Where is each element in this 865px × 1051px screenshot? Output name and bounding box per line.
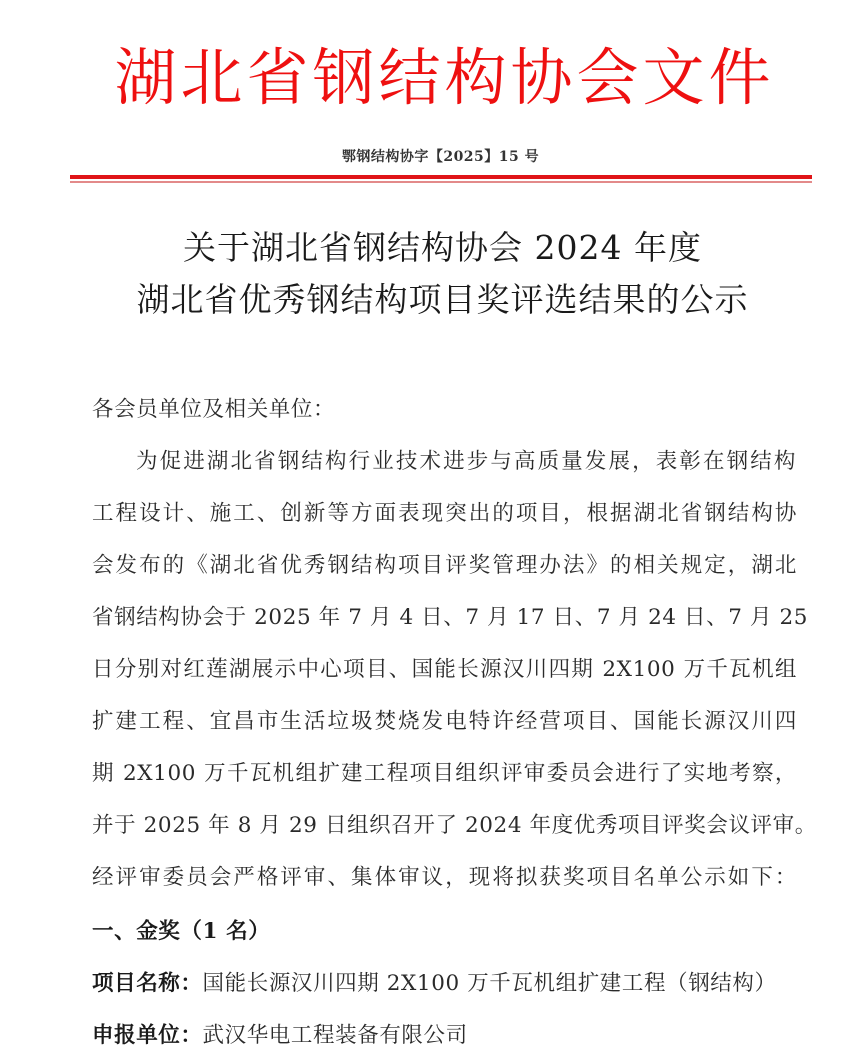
red-header-rule-thick	[70, 175, 812, 179]
applicant-unit-value: 武汉华电工程装备有限公司	[202, 1023, 468, 1048]
masthead-title: 湖北省钢结构协会文件	[114, 41, 775, 114]
red-header-rule-thin	[70, 181, 812, 183]
paragraph-line: 为促进湖北省钢结构行业技术进步与高质量发展，表彰在钢结构	[136, 449, 796, 474]
gold-award-heading: 一、金奖（1 名）	[92, 919, 271, 944]
salutation: 各会员单位及相关单位：	[92, 397, 336, 422]
paragraph-line: 扩建工程、宜昌市生活垃圾焚烧发电特许经营项目、国能长源汉川四	[92, 709, 797, 734]
project-name-label: 项目名称：	[92, 971, 203, 996]
paragraph-line: 工程设计、施工、创新等方面表现突出的项目，根据湖北省钢结构协	[92, 501, 797, 526]
document-number: 鄂钢结构协字【2025】15 号	[341, 149, 540, 165]
paragraph-line: 日分别对红莲湖展示中心项目、国能长源汉川四期 2X100 万千瓦机组	[92, 657, 797, 682]
gold-award-project-row	[92, 969, 797, 999]
gold-award-unit-row	[92, 1021, 797, 1051]
paragraph-line: 并于 2025 年 8 月 29 日组织召开了 2024 年度优秀项目评奖会议评审。	[92, 813, 817, 838]
project-name-value: 国能长源汉川四期 2X100 万千瓦机组扩建工程（钢结构）	[202, 971, 777, 996]
paragraph-line: 期 2X100 万千瓦机组扩建工程项目组织评审委员会进行了实地考察，	[92, 761, 797, 786]
notice-title-line-1: 关于湖北省钢结构协会 2024 年度	[183, 228, 702, 267]
paragraph-line: 经评审委员会严格评审、集体审议，现将拟获奖项目名单公示如下：	[92, 865, 797, 890]
paragraph-line: 会发布的《湖北省优秀钢结构项目评奖管理办法》的相关规定，湖北	[92, 553, 797, 578]
paragraph-line: 省钢结构协会于 2025 年 7 月 4 日、7 月 17 日、7 月 24 日、7 月 25	[92, 605, 809, 630]
notice-title-line-2: 湖北省优秀钢结构项目奖评选结果的公示	[136, 280, 749, 319]
applicant-unit-label: 申报单位：	[92, 1023, 203, 1048]
